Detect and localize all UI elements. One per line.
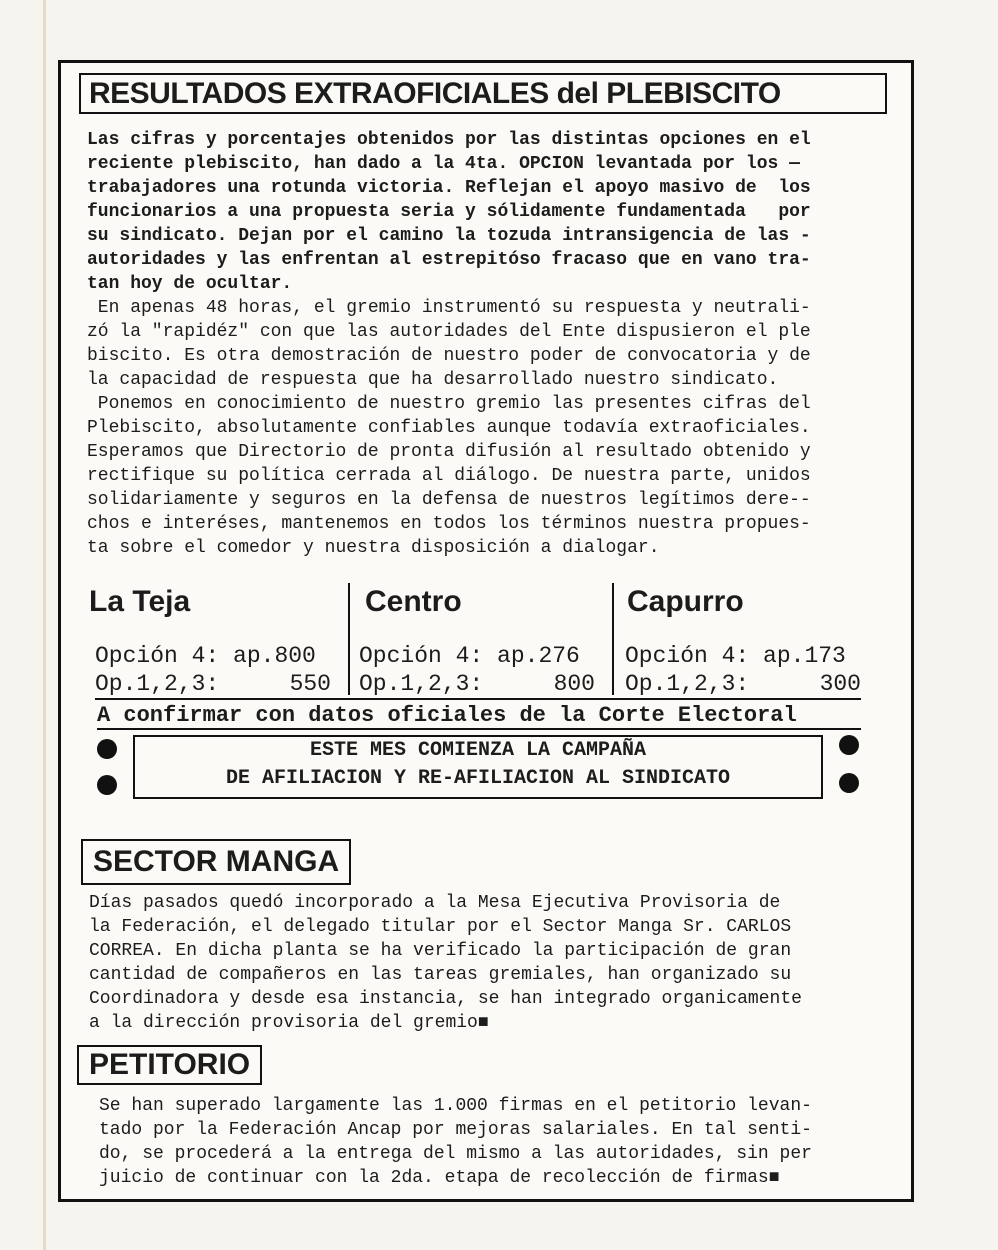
text-line: Días pasados quedó incorporado a la Mesa Ejecutiva Provisoria de — [89, 893, 781, 913]
text-line: biscito. Es otra demostración de nuestro poder de convocatoria y de — [87, 346, 811, 366]
text-line: do, se procederá a la entrega del mismo a las autoridades, sin per — [99, 1144, 812, 1164]
other-label: Op.1,2,3: — [625, 671, 750, 697]
text-line: Coordinadora y desde esa instancia, se han integrado organicamente — [89, 989, 802, 1009]
opt4-label: Opción 4: ap. — [95, 643, 275, 669]
text-line: Se han superado largamente las 1.000 firmas en el petitorio levan- — [99, 1096, 812, 1116]
confirm-note: A confirmar con datos oficiales de la Corte Electoral — [97, 703, 797, 728]
document-frame — [58, 60, 914, 1202]
text-line: Ponemos en conocimiento de nuestro gremio las presentes cifras del — [87, 394, 811, 414]
text-line: autoridades y las enfrentan al estrepitóso fracaso que en vano tra- — [87, 250, 811, 270]
text-line: funcionarios a una propuesta seria y sólidamente fundamentada por — [87, 202, 811, 222]
other-options-row — [625, 671, 861, 697]
bullet-dot — [839, 735, 859, 755]
text-line: zó la "rapidéz" con que las autoridades del Ente dispusieron el ple — [87, 322, 811, 342]
text-line: Las cifras y porcentajes obtenidos por las distintas opciones en el — [87, 130, 811, 150]
opt4-label: Opción 4: ap. — [359, 643, 539, 669]
page-title: RESULTADOS EXTRAOFICIALES del PLEBISCITO — [79, 73, 887, 114]
other-label: Op.1,2,3: — [359, 671, 484, 697]
opt4-label: Opción 4: ap. — [625, 643, 805, 669]
location-capurro: Capurro — [627, 585, 744, 618]
text-line: juicio de continuar con la 2da. etapa de recolección de firmas■ — [99, 1168, 780, 1188]
confirm-underline — [97, 728, 861, 730]
other-options-row — [95, 671, 331, 697]
sector-manga-heading: SECTOR MANGA — [81, 839, 351, 885]
text-line: reciente plebiscito, han dado a la 4ta. OPCION levantada por los — — [87, 154, 800, 174]
campaign-box — [133, 735, 823, 799]
text-line: chos e interéses, mantenemos en todos los términos nuestra propues- — [87, 514, 811, 534]
text-line: trabajadores una rotunda victoria. Reflejan el apoyo masivo de los — [87, 178, 811, 198]
text-line: tan hoy de ocultar. — [87, 274, 293, 294]
column-divider — [612, 583, 614, 695]
text-line: CORREA. En dicha planta se ha verificado la participación de gran — [89, 941, 792, 961]
text-line: Plebiscito, absolutamente confiables aunque todavía extraoficiales. — [87, 418, 811, 438]
text-line: ta sobre el comedor y nuestra disposición a dialogar. — [87, 538, 660, 558]
opt4-row — [359, 643, 580, 669]
text-line: a la dirección provisoria del gremio■ — [89, 1013, 489, 1033]
other-value: 800 — [553, 671, 595, 697]
opt4-row — [625, 643, 846, 669]
other-label: Op.1,2,3: — [95, 671, 220, 697]
text-line: su sindicato. Dejan por el camino la tozuda intransigencia de las - — [87, 226, 811, 246]
bullet-dot — [97, 775, 117, 795]
text-line: Esperamos que Directorio de pronta difusión al resultado obtenido y — [87, 442, 811, 462]
campaign-line: DE AFILIACION Y RE-AFILIACION AL SINDICATO — [225, 767, 731, 790]
other-value: 550 — [289, 671, 331, 697]
results-underline — [95, 698, 861, 700]
bullet-dot — [839, 773, 859, 793]
text-line: rectifique su política cerrada al diálogo. De nuestra parte, unidos — [87, 466, 811, 486]
bullet-dot — [97, 739, 117, 759]
campaign-line: ESTE MES COMIENZA LA CAMPAÑA — [309, 739, 647, 762]
text-line: la capacidad de respuesta que ha desarrollado nuestro sindicato. — [87, 370, 779, 390]
location-la-teja: La Teja — [89, 585, 191, 618]
other-value: 300 — [819, 671, 861, 697]
opt4-value: 800 — [274, 643, 316, 669]
other-options-row — [359, 671, 595, 697]
opt4-row — [95, 643, 316, 669]
petitorio-heading: PETITORIO — [77, 1045, 262, 1085]
text-line: tado por la Federación Ancap por mejoras salariales. En tal senti- — [99, 1120, 812, 1140]
text-line: En apenas 48 horas, el gremio instrumentó su respuesta y neutrali- — [87, 298, 811, 318]
text-line: cantidad de compañeros en las tareas gremiales, han organizado su — [89, 965, 792, 985]
opt4-value: 276 — [538, 643, 580, 669]
text-line: la Federación, el delegado titular por el Sector Manga Sr. CARLOS — [89, 917, 792, 937]
text-line: solidariamente y seguros en la defensa de nuestros legítimos dere-- — [87, 490, 811, 510]
page-fold-shadow — [43, 0, 46, 1250]
column-divider — [348, 583, 350, 695]
opt4-value: 173 — [804, 643, 846, 669]
location-centro: Centro — [365, 585, 462, 618]
